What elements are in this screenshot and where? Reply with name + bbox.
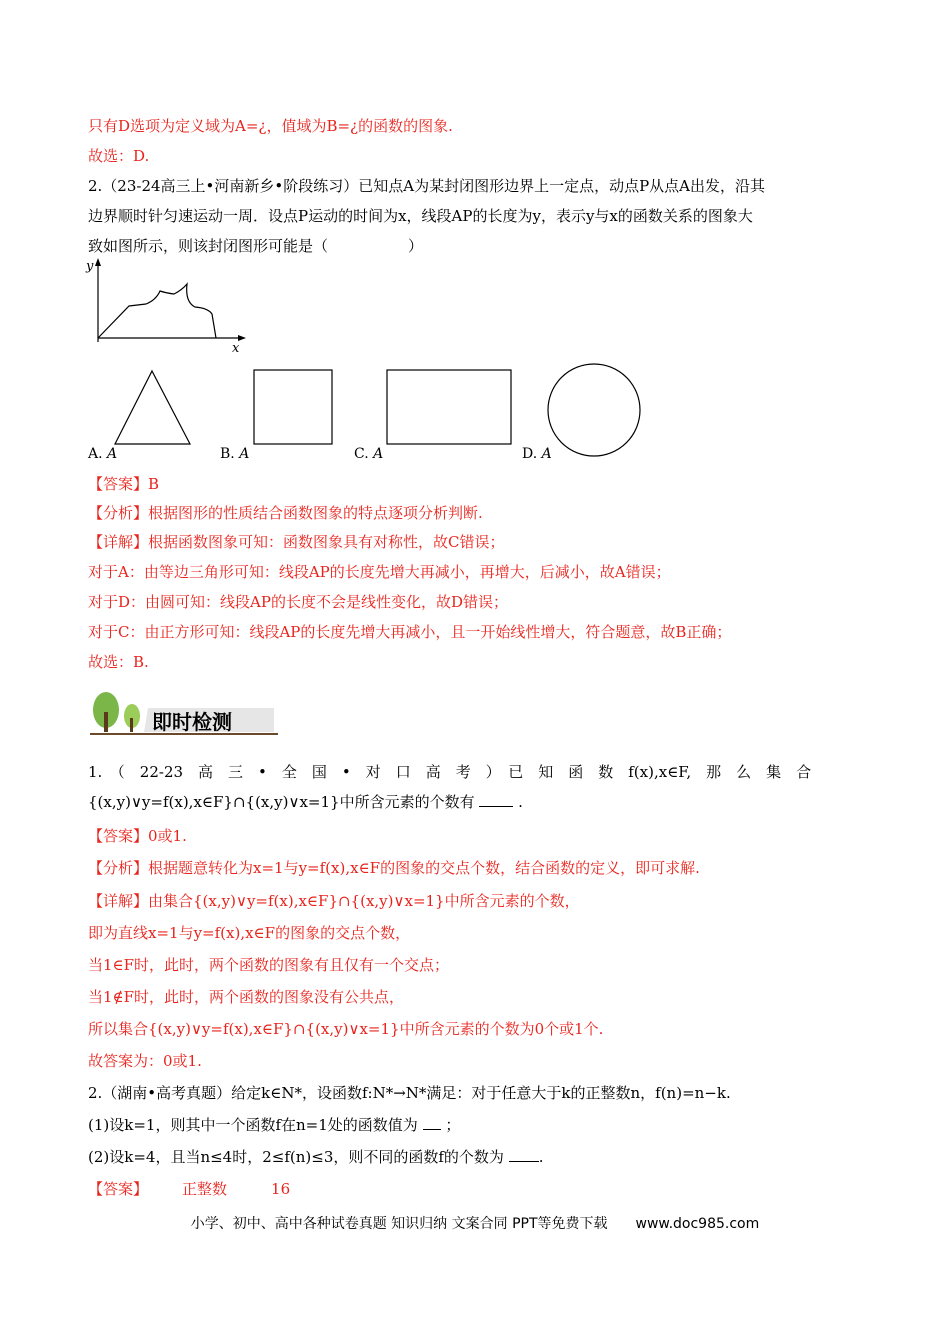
detail-line: 当1∈F时，此时，两个函数的图象有且仅有一个交点； [88,956,450,974]
text-line: 故选：D. [88,147,150,165]
graph-curve [98,284,216,338]
function-graph [84,256,254,356]
detail-line: 故答案为：0或1. [88,1052,202,1070]
question-text-part: ） [408,237,424,255]
x-label: x [232,341,240,356]
option-b-label: B. A [220,446,250,462]
text-line: 只有D选项为定义域为A=¿，值域为B=¿的函数的图象. [88,117,453,135]
detail-line: 对于A：由等边三角形可知：线段AP的长度先增大再减小，再增大，后减小，故A错误； [88,563,671,581]
page-footer: 小学、初中、高中各种试卷真题 知识归纳 文案合同 PPT等免费下载 www.doc985.com [190,1216,760,1232]
answer-blank [479,792,513,807]
answer-line: 【答案】0或1. [88,827,187,845]
question-text-part: 致如图所示，则该封闭图形可能是（ [88,237,329,255]
detail-line: 对于C：由正方形可知：线段AP的长度先增大再减小，且一开始线性增大，符合题意，故B正确； [88,623,732,641]
answer-blank [423,1115,441,1130]
detail-line: 即为直线x=1与y=f(x),x∈F的图象的交点个数， [88,924,411,942]
option-c-label: C. A [354,446,384,462]
question-text: 2.（湖南•高考真题）给定k∈N*，设函数f:N*→N*满足：对于任意大于k的正整数n，f(n)=n−k. [88,1084,731,1102]
section-title: 即时检测 [152,710,232,734]
question-text: {(x,y)∨y=f(x),x∈F}∩{(x,y)∨x=1}中所含元素的个数有 . [88,793,523,811]
detail-line: 【详解】由集合{(x,y)∨y=f(x),x∈F}∩{(x,y)∨x=1}中所含元素的个数， [88,892,580,910]
question-text [88,236,423,256]
y-axis-arrow [95,258,101,266]
square-figure [250,368,336,448]
detail-line: 故选：B. [88,653,149,671]
question-text: 边界顺时针匀速运动一周．设点P运动的时间为x，线段AP的长度为y，表示y与x的函数关系的图象大 [88,207,753,225]
option-d-label: D. A [522,446,552,462]
option-a-label: A. A [88,446,118,462]
question-text: (1)设k=1，则其中一个函数f在n=1处的函数值为 ； [88,1116,461,1134]
answer-line: 【答案】B [88,475,160,493]
triangle-figure [110,368,200,448]
question-text: 2.（23-24高三上•河南新乡•阶段练习）已知点A为某封闭图形边界上一定点，动点P从点A出发，沿其 [88,177,766,195]
analysis-line: 【分析】根据图形的性质结合函数图象的特点逐项分析判断. [88,504,483,522]
rectangle-figure [383,368,515,448]
detail-line: 【详解】根据函数图象可知：函数图象具有对称性，故C错误； [88,533,505,551]
answer-line: 【答案】 正整数 16 [88,1180,291,1198]
question-text: 1. （ 22-23 高 三 • 全 国 • 对 口 高 考 ） 已 知 函 数 f(x),x∈F, 那 么 集 合 [88,763,812,781]
detail-line: 当1∉F时，此时，两个函数的图象没有公共点， [88,988,405,1006]
circle-figure [544,362,644,462]
y-label: y [86,259,94,274]
detail-line: 所以集合{(x,y)∨y=f(x),x∈F}∩{(x,y)∨x=1}中所含元素的个数为0个或1个. [88,1020,604,1038]
detail-line: 对于D：由圆可知：线段AP的长度不会是线性变化，故D错误； [88,593,508,611]
answer-blank [509,1147,539,1162]
analysis-line: 【分析】根据题意转化为x=1与y=f(x),x∈F的图象的交点个数，结合函数的定义，即可求解. [88,859,700,877]
question-text: (2)设k=4，且当n≤4时，2≤f(n)≤3，则不同的函数f的个数为 . [88,1148,544,1166]
